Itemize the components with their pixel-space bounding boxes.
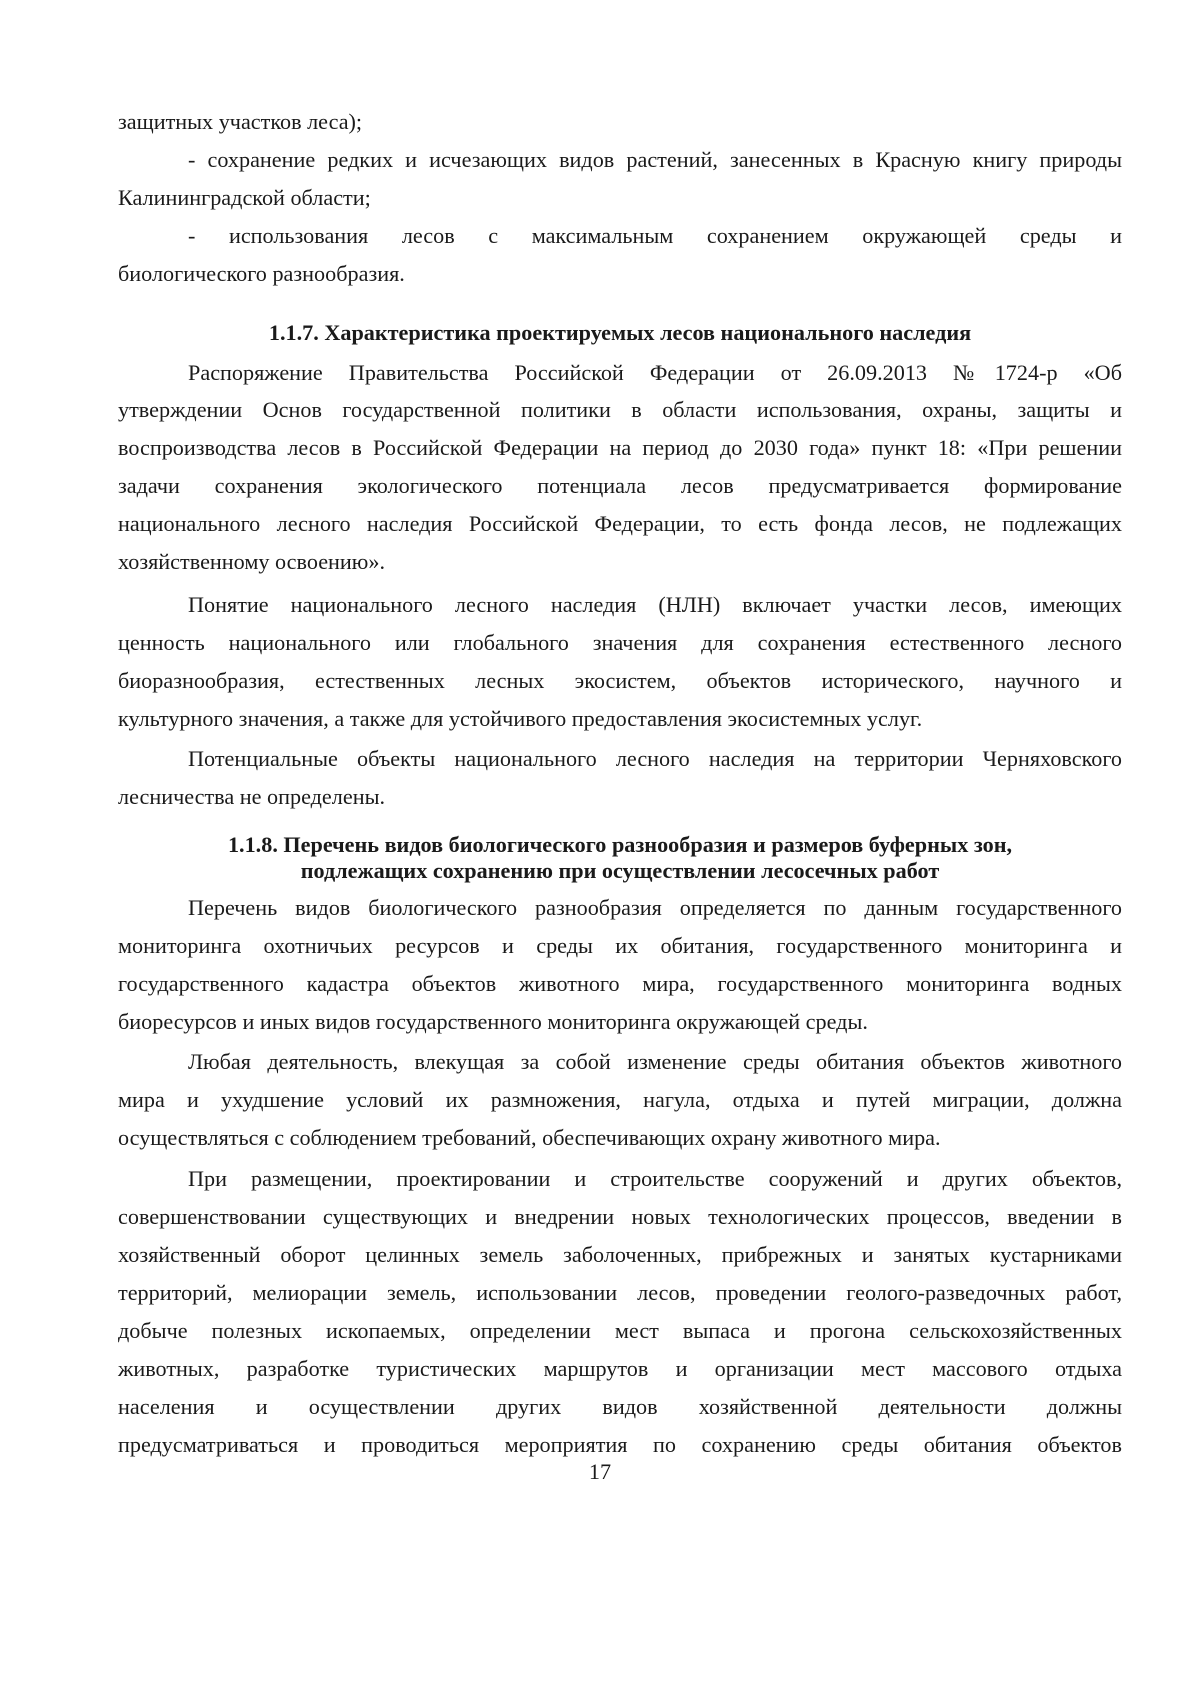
text-line: лесничества не определены. [118, 784, 386, 809]
text-line: территорий, мелиорации земель, использовании лесов, проведении геолого-разведочных работ, [118, 1280, 1122, 1305]
text-line: животных, разработке туристических маршрутов и организации мест массового отдыха [118, 1356, 1122, 1381]
text-line: Любая деятельность, влекущая за собой изменение среды обитания объектов животного [188, 1049, 1122, 1074]
text-line: Потенциальные объекты национального лесного наследия на территории Черняховского [188, 746, 1122, 771]
text-line: совершенствовании существующих и внедрении новых технологических процессов, введении в [118, 1204, 1122, 1229]
text-line: хозяйственный оборот целинных земель заболоченных, прибрежных и занятых кустарниками [118, 1242, 1122, 1267]
text-line: Распоряжение Правительства Российской Федерации от 26.09.2013 №1724-р «Об [188, 360, 1122, 385]
text-line: населения и осуществлении других видов хозяйственной деятельности должны [118, 1394, 1122, 1419]
page-number: 17 [588, 1459, 612, 1484]
section-heading-1-1-8-continued: подлежащих сохранению при осуществлении лесосечных работ [300, 858, 940, 883]
text-line: хозяйственному освоению». [118, 549, 386, 574]
text-line: защитных участков леса); [118, 109, 363, 134]
text-line: - сохранение редких и исчезающих видов растений, занесенных в Красную книгу природы [188, 147, 1122, 172]
text-line: биологического разнообразия. [118, 261, 405, 286]
section-heading-1-1-8: 1.1.8. Перечень видов биологического разнообразия и размеров буферных зон, [227, 832, 1013, 857]
text-line: мониторинга охотничьих ресурсов и среды их обитания, государственного мониторинга и [118, 933, 1122, 958]
text-line: национального лесного наследия Российской Федерации, то есть фонда лесов, не подлежащих [118, 511, 1122, 536]
text-line: задачи сохранения экологического потенциала лесов предусматривается формирование [118, 473, 1122, 498]
text-line: культурного значения, а также для устойчивого предоставления экосистемных услуг. [118, 706, 923, 731]
text-line: предусматриваться и проводиться мероприятия по сохранению среды обитания объектов [118, 1432, 1122, 1457]
text-line: воспроизводства лесов в Российской Федерации на период до 2030 года» пункт 18: «При решении [118, 435, 1122, 460]
text-line: - использования лесов с максимальным сохранением окружающей среды и [188, 223, 1122, 248]
text-line: государственного кадастра объектов животного мира, государственного мониторинга водных [118, 971, 1122, 996]
text-line: Перечень видов биологического разнообразия определяется по данным государственного [188, 895, 1122, 920]
text-line: добыче полезных ископаемых, определении мест выпаса и прогона сельскохозяйственных [118, 1318, 1122, 1343]
text-line: биоразнообразия, естественных лесных экосистем, объектов исторического, научного и [118, 668, 1122, 693]
text-line: ценность национального или глобального значения для сохранения естественного лесного [118, 630, 1122, 655]
text-line: биоресурсов и иных видов государственного мониторинга окружающей среды. [118, 1009, 868, 1034]
text-line: Понятие национального лесного наследия (НЛН) включает участки лесов, имеющих [188, 592, 1122, 617]
text-line: При размещении, проектировании и строительстве сооружений и других объектов, [188, 1166, 1122, 1191]
text-line: мира и ухудшение условий их размножения, нагула, отдыха и путей миграции, должна [118, 1087, 1122, 1112]
section-heading-1-1-7: 1.1.7. Характеристика проектируемых лесов национального наследия [268, 320, 972, 345]
text-line: осуществляться с соблюдением требований, обеспечивающих охрану животного мира. [118, 1125, 941, 1150]
text-line: утверждении Основ государственной политики в области использования, охраны, защиты и [118, 397, 1122, 422]
text-line: Калининградской области; [118, 185, 371, 210]
